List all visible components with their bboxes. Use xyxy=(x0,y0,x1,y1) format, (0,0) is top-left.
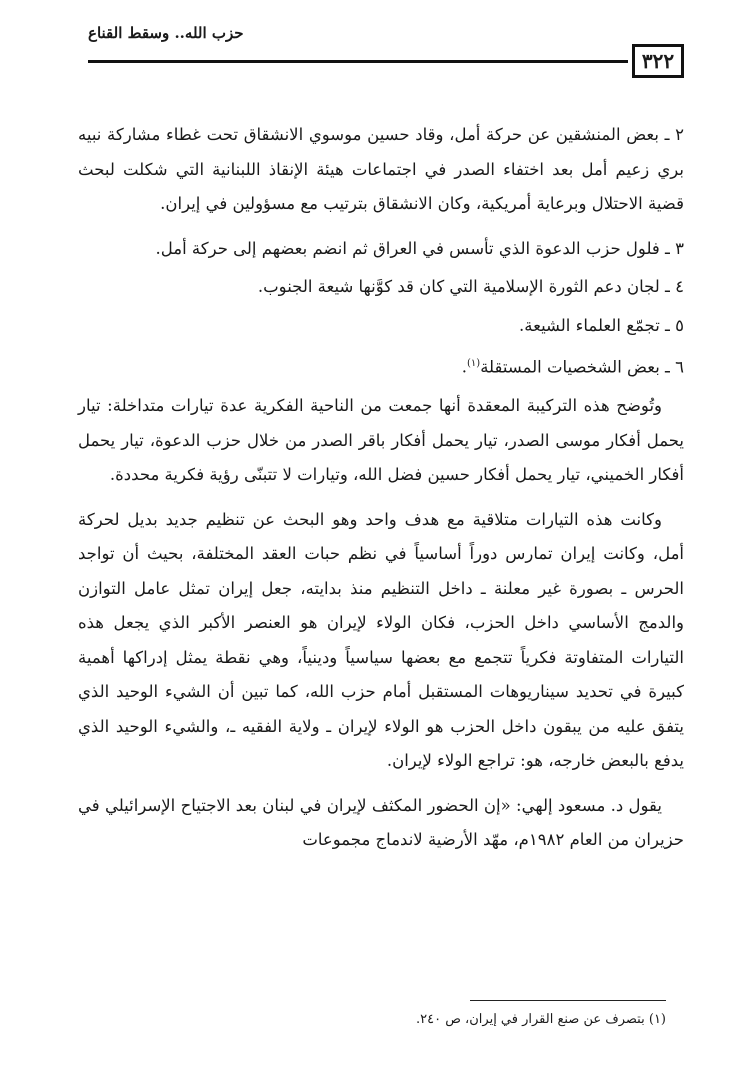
footnote-rule xyxy=(470,1000,666,1001)
paragraph-quote: يقول د. مسعود إلهي: «إن الحضور المكثف لإيران في لبنان بعد الاجتياح الإسرائيلي في حزيران من العام ١٩٨٢م، مهّد الأرضية لاندماج مجموعات xyxy=(78,795,684,849)
page-header xyxy=(88,22,684,82)
list-item-6: ٦ ـ بعض الشخصيات المستقلة$^{(١)}$. xyxy=(461,357,684,377)
header-rule xyxy=(88,60,628,63)
paragraph-iran-role: وكانت هذه التيارات متلاقية مع هدف واحد وهو البحث عن تنظيم جديد بديل لحركة أمل، وكانت إيران تمارس دوراً أساسياً في نظم حبات العقد المختلفة، بحيث أن تواجد الحرس ـ بصورة غير معلنة ـ داخل التنظيم منذ بدايته، جعل إيران تمثل عامل التوازن والدمج الأساسي داخل الحزب، فكان الولاء لإيران هو العنصر الأكبر الذي يجعل هذه التيارات المتفاوتة فكرياً تتجمع مع بعضها سياسياً ودينياً، وهي نقطة يمثل إدراكها أهمية كبيرة في تحديد سيناريوهات المستقبل أمام حزب الله، كما تبين أن الشيء الوحيد الذي يتفق عليه من يبقون داخل الحزب هو الولاء لإيران ـ ولاية الفقيه ـ، والشيء الوحيد الذي يدفع بالبعض خارجه، هو: تراجع الولاء لإيران. xyxy=(78,509,684,770)
list-item-2: ٢ ـ بعض المنشقين عن حركة أمل، وقاد حسين موسوي الانشقاق تحت غطاء مشاركة نبيه بري زعيم أمل بعد اختفاء الصدر في اجتماعات هيئة الإنقاذ اللبنانية التي شكلت لبحث قضية الاحتلال وبرعاية أمريكية، وكان الانشقاق بترتيب مع مسؤولين في إيران. xyxy=(78,125,684,213)
running-title: حزب الله.. وسقط القناع xyxy=(88,24,244,42)
footnote-marker: (١) xyxy=(467,358,481,369)
list-item-3: ٣ ـ فلول حزب الدعوة الذي تأسس في العراق ثم انضم بعضهم إلى حركة أمل. xyxy=(155,238,684,258)
body-text xyxy=(78,118,684,868)
footnote: (١) بتصرف عن صنع القرار في إيران، ص ٢٤٠. xyxy=(415,1012,666,1027)
paragraph-currents: وتُوضح هذه التركيبة المعقدة أنها جمعت من الناحية الفكرية عدة تيارات متداخلة: تيار يحمل أفكار موسى الصدر، تيار يحمل أفكار باقر الصدر من خلال حزب الدعوة، تيار يحمل أفكار الخميني، تيار يحمل أفكار حسين فضل الله، وتيارات لا تتبنّى رؤية فكرية محددة. xyxy=(78,396,684,484)
list-item-4: ٤ ـ لجان دعم الثورة الإسلامية التي كان قد كوَّنها شيعة الجنوب. xyxy=(257,277,684,296)
page-number: ٣٢٢ xyxy=(632,44,684,78)
list-item-5: ٥ ـ تجمّع العلماء الشيعة. xyxy=(519,315,684,335)
list-item-6-text: ٦ ـ بعض الشخصيات المستقلة xyxy=(480,357,684,377)
